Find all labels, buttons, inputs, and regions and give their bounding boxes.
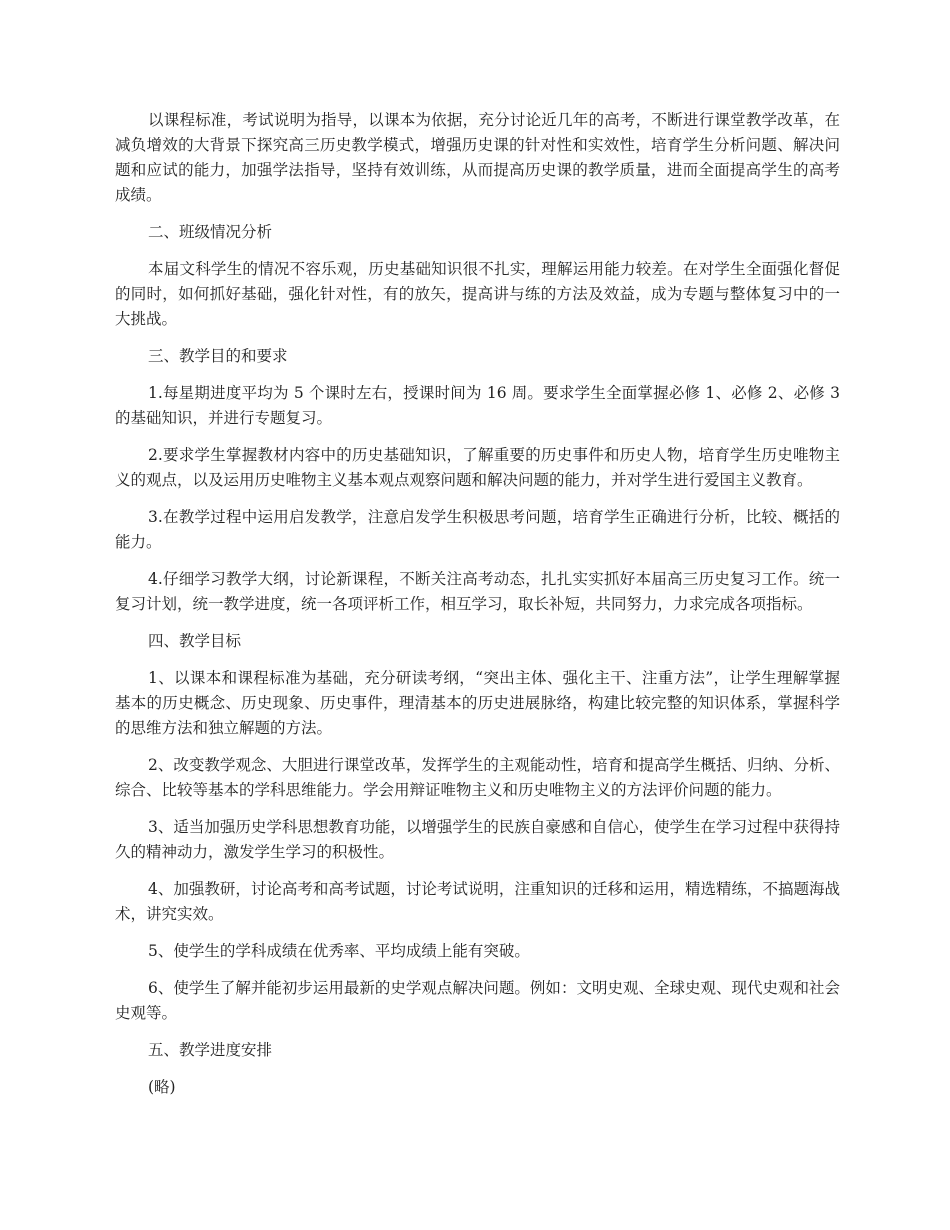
paragraph-goal-4: 4、加强教研，讨论高考和高考试题，讨论考试说明，注重知识的迁移和运用，精选精练，不搞题海战术，讲究实效。: [115, 880, 840, 923]
heading-class-analysis: 二、班级情况分析: [148, 223, 273, 241]
paragraph-goal-6: 6、使学生了解并能初步运用最新的史学观点解决问题。例如：文明史观、全球史观、现代史观和社会史观等。: [115, 979, 840, 1022]
paragraph-aim-4: 4.仔细学习教学大纲，讨论新课程，不断关注高考动态，扎扎实实抓好本届高三历史复习工作。统一复习计划，统一教学进度，统一各项评析工作，相互学习，取长补短，共同努力，力求完成各项指标。: [115, 570, 840, 613]
paragraph-aim-2: 2.要求学生掌握教材内容中的历史基础知识，了解重要的历史事件和历史人物，培育学生历史唯物主义的观点，以及运用历史唯物主义基本观点观察问题和解决问题的能力，并对学生进行爱国主义教育。: [115, 446, 840, 489]
paragraph-aim-3: 3.在教学过程中运用启发教学，注意启发学生积极思考问题，培育学生正确进行分析，比较、概括的能力。: [115, 508, 840, 551]
paragraph-class-analysis: 本届文科学生的情况不容乐观，历史基础知识很不扎实，理解运用能力较差。在对学生全面强化督促的同时，如何抓好基础，强化针对性，有的放矢，提高讲与练的方法及效益，成为专题与整体复习中的一大挑战。: [115, 260, 840, 328]
paragraph-aim-1: 1.每星期进度平均为 5 个课时左右，授课时间为 16 周。要求学生全面掌握必修 1、必修 2、必修 3 的基础知识，并进行专题复习。: [115, 384, 840, 427]
paragraph-goal-3: 3、适当加强历史学科思想教育功能，以增强学生的民族自豪感和自信心，使学生在学习过程中获得持久的精神动力，激发学生学习的积极性。: [115, 818, 840, 861]
document-page: [115, 108, 840, 1112]
paragraph-intro: 以课程标准，考试说明为指导，以课本为依据，充分讨论近几年的高考，不断进行课堂教学改革，在减负增效的大背景下探究高三历史教学模式，增强历史课的针对性和实效性，培育学生分析问题、解决问题和应试的能力，加强学法指导，坚持有效训练，从而提高历史课的教学质量，进而全面提高学生的高考成绩。: [115, 111, 840, 204]
paragraph-goal-1: 1、以课本和课程标准为基础，充分研读考纲，“突出主体、强化主干、注重方法”，让学生理解掌握基本的历史概念、历史现象、历史事件，理清基本的历史进展脉络，构建比较完整的知识体系，掌握科学的思维方法和独立解题的方法。: [115, 669, 840, 737]
heading-teaching-goals: 四、教学目标: [148, 632, 242, 650]
paragraph-goal-2: 2、改变教学观念、大胆进行课堂改革，发挥学生的主观能动性，培育和提高学生概括、归纳、分析、综合、比较等基本的学科思维能力。学会用辩证唯物主义和历史唯物主义的方法评价问题的能力。: [115, 756, 840, 799]
paragraph-schedule-omitted: (略): [148, 1078, 176, 1096]
heading-schedule: 五、教学进度安排: [148, 1041, 273, 1059]
paragraph-goal-5: 5、使学生的学科成绩在优秀率、平均成绩上能有突破。: [148, 942, 530, 960]
heading-teaching-aims: 三、教学目的和要求: [148, 347, 288, 365]
